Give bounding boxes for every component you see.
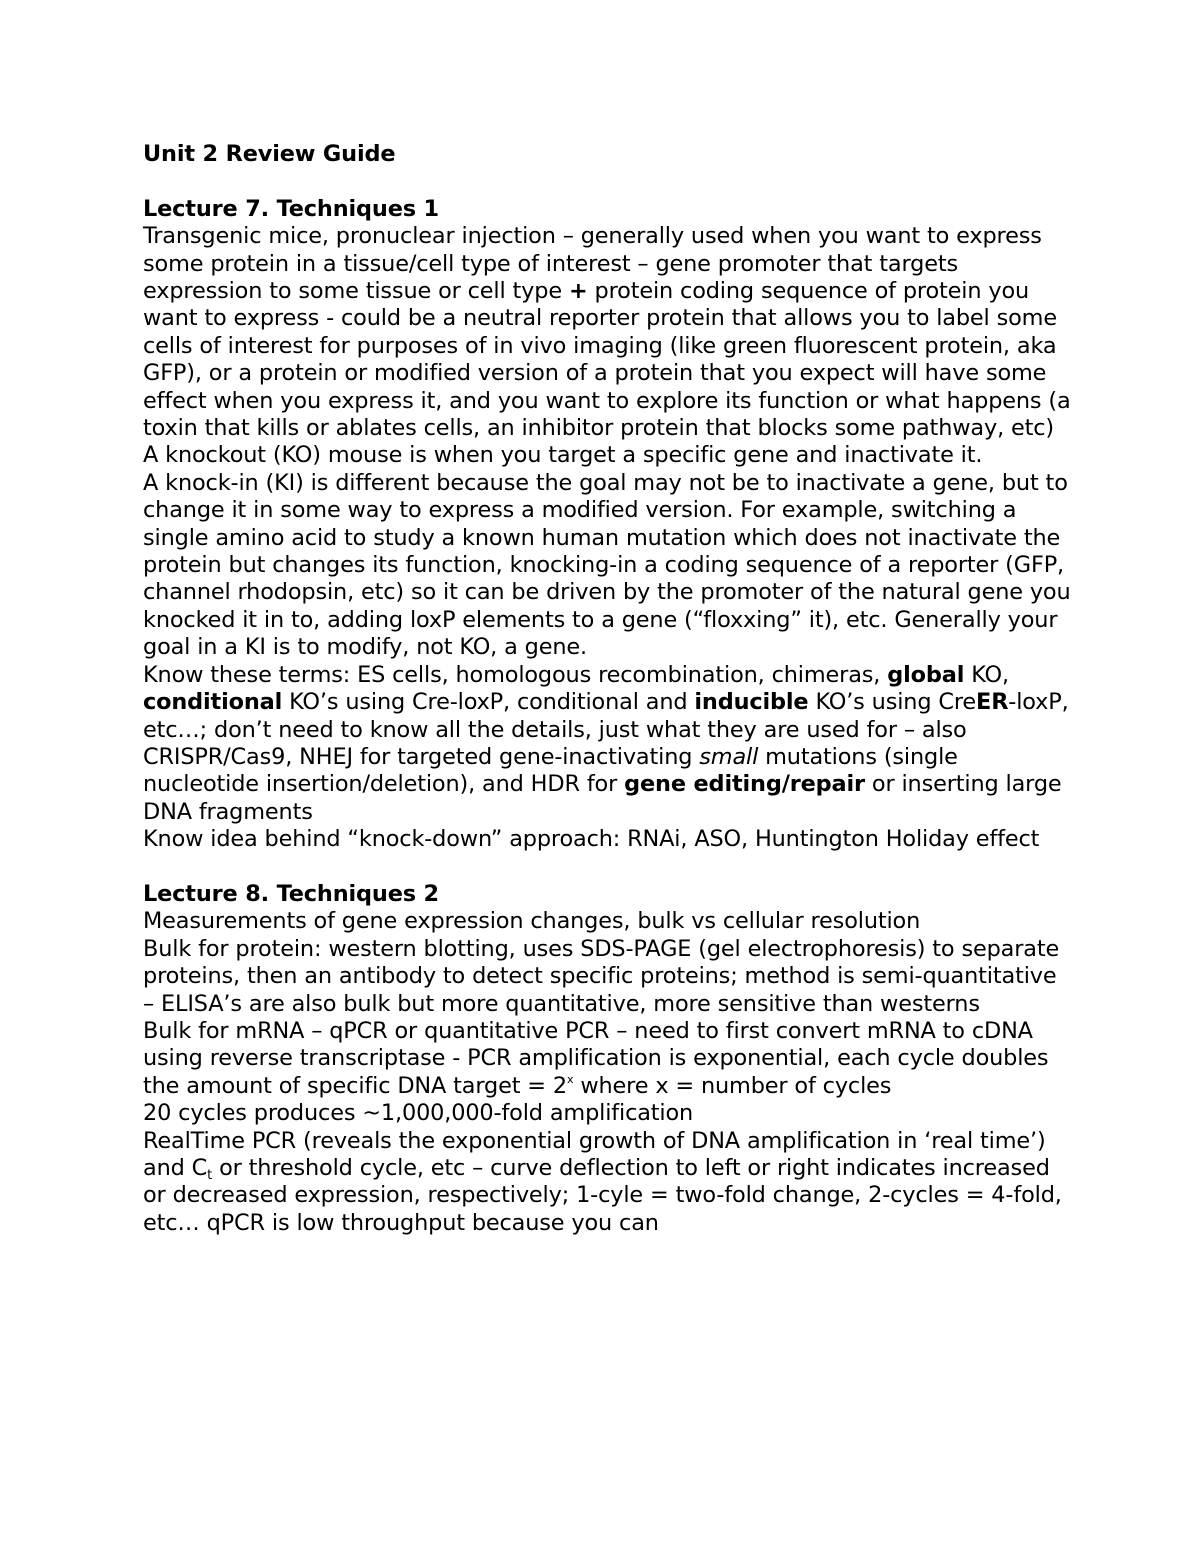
terms-text-b: KO, — [971, 661, 1009, 688]
term-inducible: inducible — [694, 689, 809, 716]
terms-text-d: KO’s using Cre — [815, 689, 977, 716]
blank-line — [143, 168, 1073, 195]
term-conditional: conditional — [143, 689, 283, 716]
lecture8-protein-paragraph: Bulk for protein: western blotting, uses SDS-PAGE (gel electrophoresis) to separate proteins, then an antibody to detect specific proteins; method is semi-quantitative – ELISA’s are also bulk but more quantitative, more sensitive than westerns — [143, 935, 1060, 1017]
document-title: Unit 2 Review Guide — [143, 141, 396, 167]
lecture8-measurements-paragraph: Measurements of gene expression changes, bulk vs cellular resolution — [143, 908, 921, 935]
lecture8-mrna-paragraph — [143, 1018, 1073, 1100]
lecture7-p1-rest: protein coding sequence of protein you want to express - could be a neutral reporter protein that allows you to label some cells of interest for purposes of in vivo imaging (like green fluorescent protein, aka GFP), or a protein or modified version of a protein that you expect will have some effect when you express it, and you want to explore its function or what happens (a toxin that kills or ablates cells, an inhibitor protein that blocks some pathway, etc) — [143, 278, 1071, 442]
lecture7-heading: Lecture 7. Techniques 1 — [143, 195, 439, 222]
lecture7-knockdown-paragraph: Know idea behind “knock-down” approach: RNAi, ASO, Huntington Holiday effect — [143, 826, 1040, 853]
lecture8-heading: Lecture 8. Techniques 2 — [143, 880, 439, 907]
lecture7-knockout-paragraph: A knockout (KO) mouse is when you target a specific gene and inactivate it. — [143, 442, 983, 469]
term-global: global — [887, 661, 965, 688]
terms-text-f: mutations (single nucleotide insertion/deletion), and HDR for — [143, 743, 958, 798]
blank-line — [143, 854, 1073, 881]
terms-text-g: or inserting large DNA fragments — [143, 771, 1062, 825]
plus-sign: + — [568, 278, 588, 305]
lecture7-knockin-paragraph: A knock-in (KI) is different because the goal may not be to inactivate a gene, but to change it in some way to express a modified version. For example, switching a single amino acid to study a known human mutation which does not inactivate the protein but changes its function, knocking-in a coding sequence of a reporter (GFP, channel rhodopsin, etc) so it can be driven by the promoter of the natural gene you knocked it in to, adding loxP elements to a gene (“floxxing” it), etc. Generally your goal in a KI is to modify, not KO, a gene. — [143, 469, 1071, 661]
document-body — [143, 141, 1073, 1237]
exponent-x: x — [566, 1072, 574, 1086]
term-er: ER — [976, 689, 1009, 716]
term-small: small — [699, 743, 759, 770]
lecture7-p1-text: Transgenic mice, pronuclear injection – generally used when you want to express some protein in a tissue/cell type of interest – gene promoter that targets expression to some tissue or cell type — [143, 223, 1042, 305]
realtime-text-a: RealTime PCR (reveals the exponential growth of DNA amplification in ‘real time’) and C — [143, 1127, 1046, 1181]
realtime-text-b: or threshold cycle, etc – curve deflection to left or right indicates increased or decreased expression, respectively; 1-cyle = two-fold change, 2-cycles = 4-fold, etc… qPCR is low throughput because you can — [143, 1155, 1062, 1236]
lecture8-realtime-paragraph — [143, 1128, 1073, 1238]
lecture7-terms-paragraph — [143, 662, 1073, 826]
lecture8-cycles-paragraph: 20 cycles produces ~1,000,000-fold amplification — [143, 1100, 694, 1127]
lecture7-transgenic-paragraph — [143, 223, 1073, 442]
subscript-t: t — [207, 1168, 213, 1183]
terms-text-a: Know these terms: ES cells, homologous recombination, chimeras, — [143, 661, 881, 688]
mrna-text-b: where x = number of cycles — [580, 1072, 892, 1099]
mrna-text-a: Bulk for mRNA – qPCR or quantitative PCR – need to first convert mRNA to cDNA using reverse transcriptase - PCR amplification is exponential, each cycle doubles the amount of specific DNA target = 2 — [143, 1017, 1049, 1099]
terms-text-e: -loxP, etc…; don’t need to know all the details, just what they are used for – also CRISPR/Cas9, NHEJ for targeted gene-inactivating — [143, 689, 1069, 770]
term-gene-editing: gene editing/repair — [624, 771, 865, 798]
terms-text-c: KO’s using Cre-loxP, conditional and — [289, 689, 688, 716]
